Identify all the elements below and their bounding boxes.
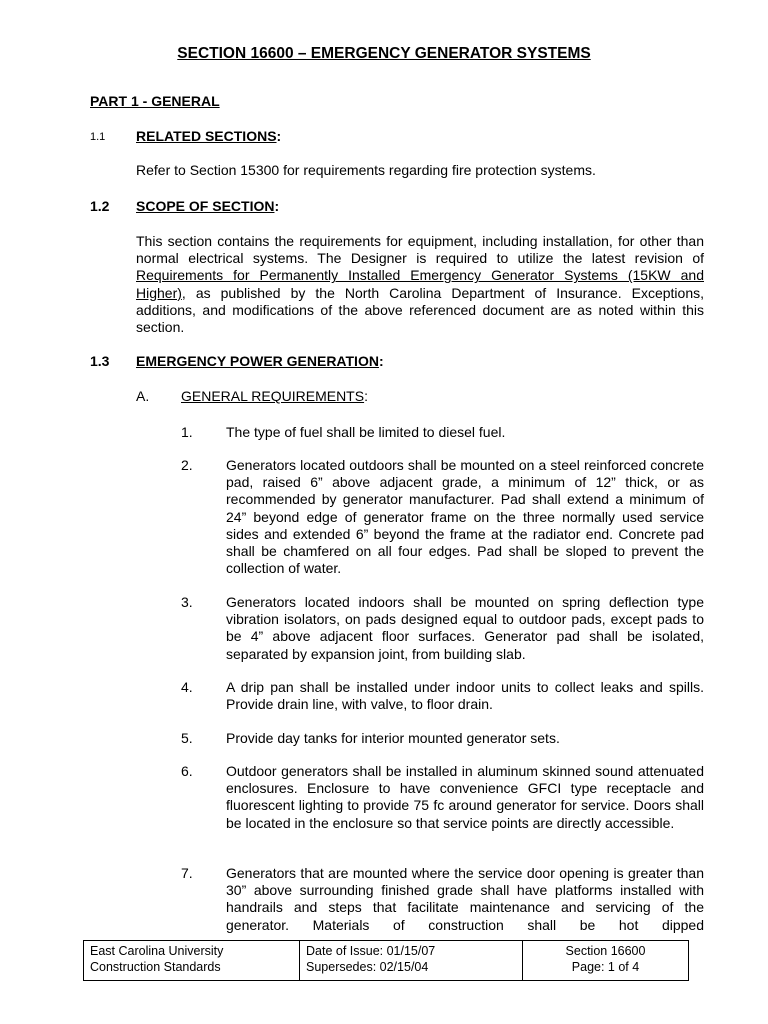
section-heading-scope-text: SCOPE OF SECTION: [136, 198, 275, 214]
list-item-text: The type of fuel shall be limited to diesel fuel.: [226, 424, 506, 440]
footer-table: [83, 940, 689, 981]
list-item-number: 6.: [181, 763, 193, 779]
section-number-1-3: 1.3: [90, 353, 110, 369]
subsection-heading-text: GENERAL REQUIREMENTS: [181, 388, 365, 404]
section-heading-related: [136, 128, 281, 144]
list-item-number: 1.: [181, 424, 193, 440]
footer-supersedes: Supersedes: 02/15/04: [306, 960, 429, 974]
section-body-scope: [136, 233, 704, 336]
list-item-text: Provide day tanks for interior mounted generator sets.: [226, 730, 560, 746]
scope-text-after: , as published by the North Carolina Department of Insurance. Exceptions, additions, and modifications of the above referenced document are as noted within this section.: [136, 284, 704, 336]
footer-section-number: Section 16600: [565, 944, 646, 958]
part-heading: PART 1 - GENERAL: [90, 93, 220, 109]
subsection-heading-general-requirements: [181, 388, 368, 404]
list-item-number: 3.: [181, 594, 193, 610]
list-item-text: Generators that are mounted where the service door opening is greater than 30” above surrounding finished grade shall have platforms installed with handrails and steps that facilitate maintenance and servicing of the generator. Materials of construction shall be hot dipped: [226, 865, 704, 933]
scope-text-before: This section contains the requirements for equipment, including installation, for other than normal electrical systems. The Designer is required to utilize the latest revision of: [136, 233, 704, 267]
list-item-text: A drip pan shall be installed under indoor units to collect leaks and spills. Provide drain line, with valve, to floor drain.: [226, 679, 704, 713]
section-heading-scope: [136, 198, 279, 214]
footer-standards: Construction Standards: [90, 960, 221, 974]
section-title: SECTION 16600 – EMERGENCY GENERATOR SYSTEMS: [177, 45, 591, 62]
section-number-1-1: 1.1: [90, 131, 106, 143]
list-item-text: Generators located outdoors shall be mounted on a steel reinforced concrete pad, raised 6” above adjacent grade, a minimum of 12” thick, or as recommended by generator manufacturer. Pad shall extend a minimum of 24” beyond edge of generator frame on the three normally used service sides and extended 6” beyond the frame at the radiator end. Concrete pad shall be chamfered on all four edges. Pad shall be sloped to prevent the collection of water.: [226, 457, 704, 577]
section-heading-emergency-power: [136, 353, 384, 369]
referenced-document-title: Requirements for Permanently Installed Emergency Generator Systems (15KW and Higher): [136, 267, 704, 301]
list-item-number: 5.: [181, 730, 193, 746]
list-item-number: 4.: [181, 679, 193, 695]
footer-page-number: Page: 1 of 4: [571, 960, 640, 974]
list-item-text: Outdoor generators shall be installed in aluminum skinned sound attenuated enclosures. Enclosure to have convenience GFCI type receptacle and fluorescent lighting to provide 75 fc around generator for service. Doors shall be located in the enclosure so that service points are directly accessible.: [226, 763, 704, 831]
footer-date-of-issue: Date of Issue: 01/15/07: [306, 944, 436, 958]
list-item-number: 7.: [181, 865, 193, 881]
heading-colon: :: [276, 128, 282, 144]
footer-cell-institution: [84, 941, 299, 980]
subsection-letter-a: A.: [136, 388, 150, 404]
footer-university: East Carolina University: [90, 944, 224, 958]
footer-cell-section: [522, 941, 688, 980]
section-body-related: Refer to Section 15300 for requirements regarding fire protection systems.: [136, 162, 596, 178]
heading-colon: :: [274, 198, 280, 214]
footer-cell-dates: [299, 941, 522, 980]
section-heading-related-text: RELATED SECTIONS: [136, 128, 277, 144]
section-number-1-2: 1.2: [90, 198, 110, 214]
list-item-text: Generators located indoors shall be mounted on spring deflection type vibration isolators, on pads designed equal to outdoor pads, except pads to be 4” above adjacent floor surfaces. Generator pad shall be isolated, separated by expansion joint, from building slab.: [226, 594, 704, 662]
section-heading-emergency-power-text: EMERGENCY POWER GENERATION: [136, 353, 379, 369]
heading-colon: :: [364, 388, 368, 404]
heading-colon: :: [378, 353, 384, 369]
list-item-number: 2.: [181, 457, 193, 473]
